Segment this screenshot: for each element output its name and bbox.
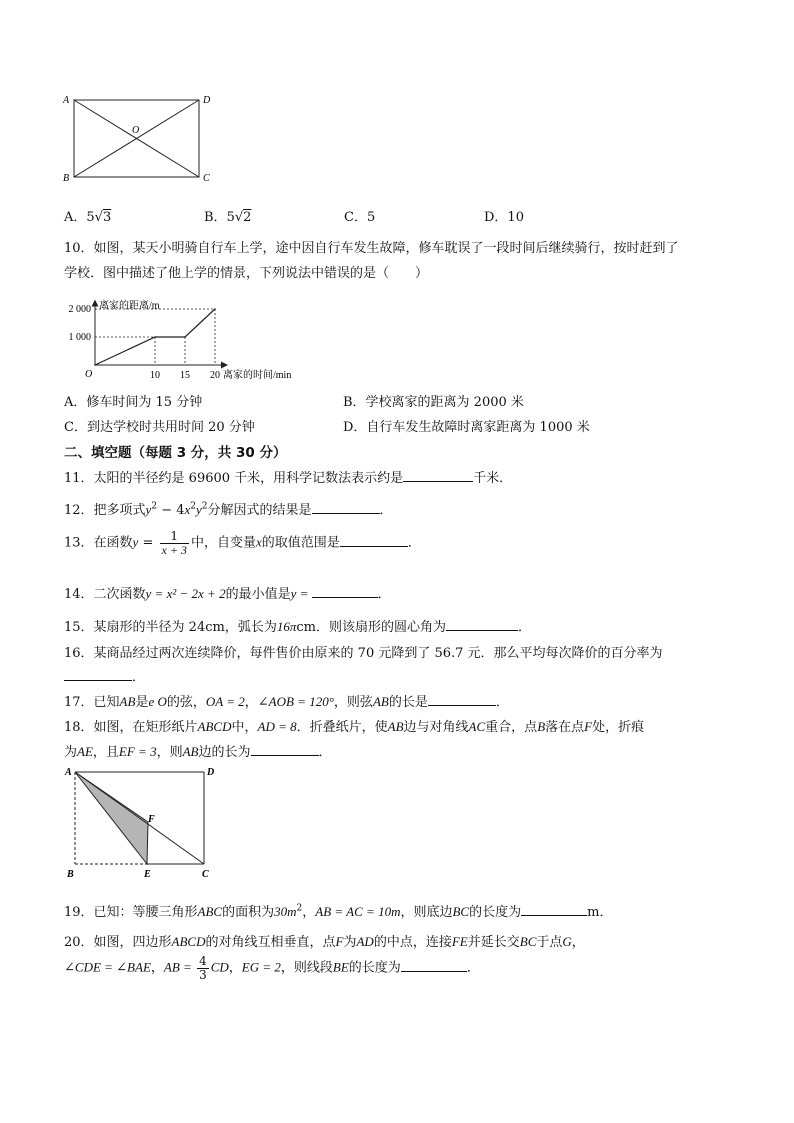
q10-stem-line2: 学校．图中描述了他上学的情景，下列说法中错误的是（ ） [64,266,429,281]
vertex-label-c: C [203,173,210,184]
answer-blank[interactable] [401,960,467,972]
fraction: $\frac{1}{x + 3}$ [161,529,187,557]
question-19: 19．已知：等腰三角形ABC的面积为$30m^2$，AB = AC = 10m，则底边BC的长度为 m． [64,903,613,920]
vertex-label-d: D [203,95,211,106]
question-13: 13．在函数y = $\frac{1}{x + 3}$ 中，自变量x的取值范围是 ． [64,529,421,557]
answer-blank[interactable] [312,502,380,514]
x-tick-label: 15 [180,370,190,381]
y-tick-label: 1 000 [68,332,91,343]
fraction: $\frac{4}{3}$ [199,954,207,982]
data-point [154,336,156,338]
question-11: 11．太阳的半径约是 69600 千米，用科学记数法表示约是 千米． [64,471,513,486]
answer-blank[interactable] [312,586,378,598]
answer-blank[interactable] [403,470,473,482]
vertex-label-a: A [65,767,72,778]
question-20-line1: 20．如图，四边形ABCD的对角线互相垂直，点F为AD的中点，连接FE并延长交BC于点G， [64,934,585,950]
x-tick-label: 20 [210,370,220,381]
q10-option-d: D．自行车发生故障时离家距离为 1000 米 [343,420,590,435]
q10-option-c: C．到达学校时共用时间 20 分钟 [64,420,255,435]
answer-blank[interactable] [64,669,132,681]
vertex-label-e: E [144,869,151,880]
question-16-line2: ． [64,666,145,685]
question-17: 17．已知AB是e O的弦，OA = 2，∠AOB = 120°，则弦AB的长是 ． [64,694,509,710]
data-point [214,308,216,310]
answer-blank[interactable] [428,694,496,706]
question-20-line2: ∠CDE = ∠BAE，AB = $\frac{4}{3}$ CD，EG = 2，则线段BE的长度为 ． [64,954,480,982]
data-point [184,336,186,338]
q10-option-a: A．修车时间为 15 分钟 [64,395,203,410]
center-label-o: O [132,125,140,136]
question-18-line1: 18．如图，在矩形纸片ABCD中，AD = 8．折叠纸片，使AB边与对角线AC重合，点B落在点F处，折痕 [64,719,645,735]
question-12: 12．把多项式$y^2 - 4x^2y^2$分解因式的结果是 ． [64,501,393,518]
question-16-line1: 16．某商品经过两次连续降价，每件售价由原来的 70 元降到了 56.7 元．那么平均每次降价的百分率为 [64,646,663,661]
answer-blank[interactable] [340,535,408,547]
vertex-label-b: B [67,869,74,880]
x-axis-label: 离家的时间/min [223,370,292,381]
q9-option-d: D．10 [484,210,524,225]
q9-option-c: C．5 [344,210,376,225]
vertex-label-c: C [202,869,209,880]
answer-blank[interactable] [446,619,518,631]
question-18-line2: 为AE，且EF = 3，则AB边的长为 ． [64,744,332,760]
distance-time-chart [62,282,312,382]
rectangle-figure [60,90,220,185]
answer-blank[interactable] [521,904,587,916]
q9-option-a: A．5√3 [64,210,112,225]
section-title: 二、填空题（每题 3 分，共 30 分） [64,445,287,461]
question-15: 15．某扇形的半径为 24cm，弧长为16πcm．则该扇形的圆心角为 ． [64,619,531,635]
vertex-label-d: D [207,767,215,778]
x-tick-label: 10 [150,370,160,381]
y-tick-label: 2 000 [68,304,91,315]
q9-option-b: B．5√2 [204,210,252,225]
vertex-label-b: B [63,173,70,184]
y-axis-label: 离家的距离/m [99,300,160,312]
folding-rectangle-figure [62,762,222,882]
vertex-label-f: F [148,814,155,825]
data-point [94,364,96,366]
q10-stem-line1: 10．如图，某天小明骑自行车上学，途中因自行车发生故障，修车耽误了一段时间后继续骑行，按时赶到了 [64,241,679,256]
answer-blank[interactable] [251,744,319,756]
question-14: 14．二次函数y = x² − 2x + 2的最小值是y = ． [64,586,391,602]
q10-option-b: B．学校离家的距离为 2000 米 [343,395,524,410]
origin-label: O [85,369,93,380]
vertex-label-a: A [63,95,70,106]
